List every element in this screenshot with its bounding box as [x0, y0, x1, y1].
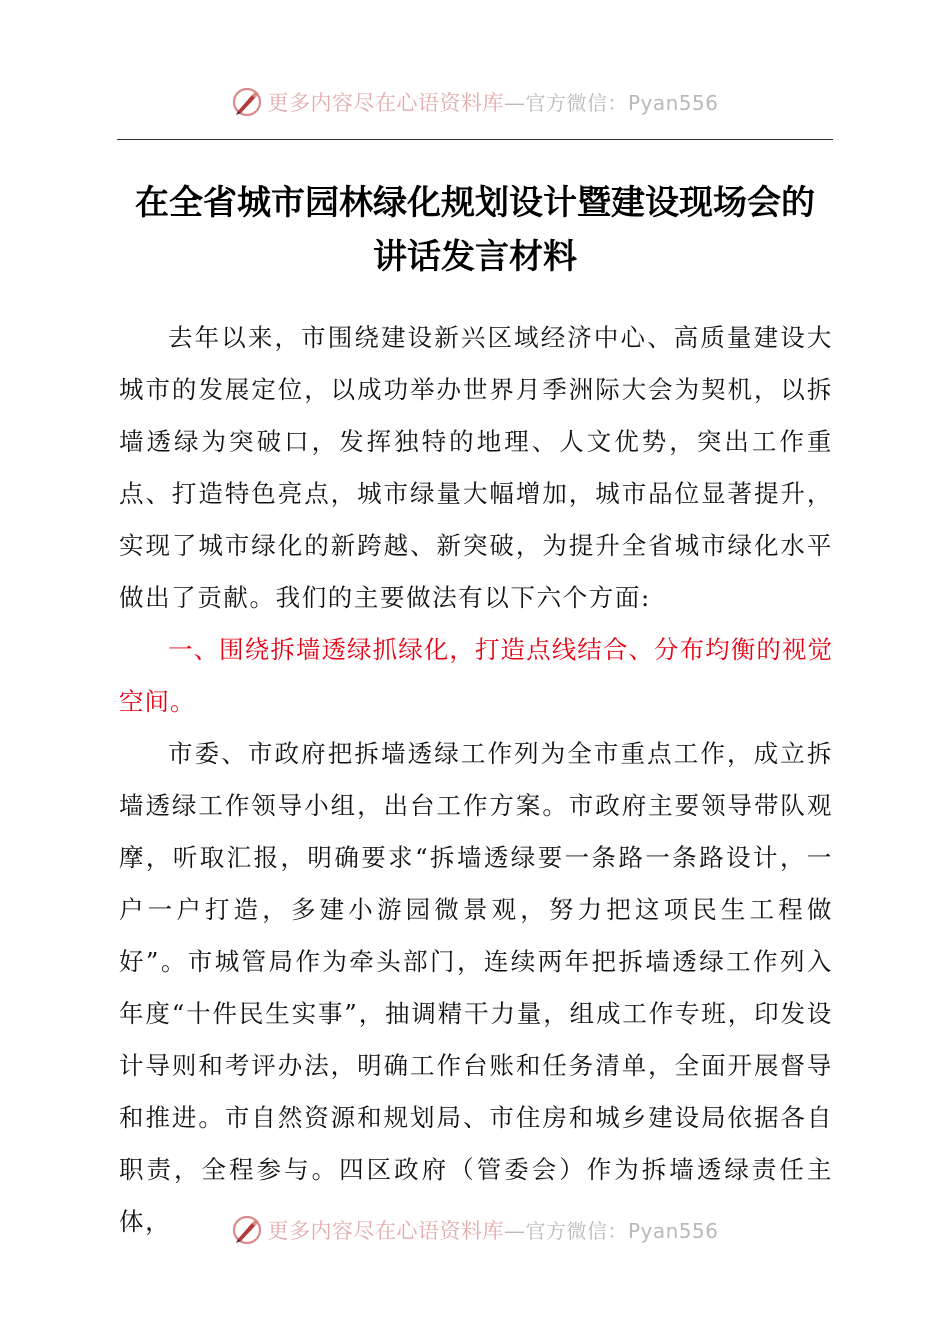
banner-separator: —	[503, 1219, 526, 1243]
banner-wechat: 官方微信：Pyan556	[525, 91, 719, 115]
document-title	[100, 176, 850, 284]
banner-wechat: 官方微信：Pyan556	[525, 1219, 719, 1243]
paragraph-section-1: 市委、市政府把拆墙透绿工作列为全市重点工作，成立拆墙透绿工作领导小组，出台工作方案。市政府主要领导带队观摩，听取汇报，明确要求“拆墙透绿要一条路一条路设计，一户一户打造，多建小游园微景观，努力把这项民生工程做好”。市城管局作为牵头部门，连续两年把拆墙透绿工作列入年度“十件民生实事”，抽调精干力量，组成工作专班，印发设计导则和考评办法，明确工作台账和任务清单，全面开展督导和推进。市自然资源和规划局、市住房和城乡建设局依据各自职责，全程参与。四区政府（管委会）作为拆墙透绿责任主体，	[119, 739, 833, 1236]
banner-text	[267, 1215, 718, 1245]
banner-brand: 更多内容尽在心语资料库	[267, 1219, 504, 1243]
document-body	[119, 312, 833, 1248]
pen-logo-icon	[231, 1214, 263, 1246]
pen-logo-icon	[231, 86, 263, 118]
section-heading-1: 一、围绕拆墙透绿抓绿化，打造点线结合、分布均衡的视觉空间。	[119, 635, 833, 716]
header-divider	[117, 139, 833, 140]
footer-banner	[0, 1210, 950, 1250]
title-line-1: 在全省城市园林绿化规划设计暨建设现场会的	[135, 183, 815, 223]
banner-text	[267, 87, 718, 117]
paragraph-intro: 去年以来，市围绕建设新兴区域经济中心、高质量建设大城市的发展定位，以成功举办世界月季洲际大会为契机，以拆墙透绿为突破口，发挥独特的地理、人文优势，突出工作重点、打造特色亮点，城市绿量大幅增加，城市品位显著提升，实现了城市绿化的新跨越、新突破，为提升全省城市绿化水平做出了贡献。我们的主要做法有以下六个方面:	[119, 323, 833, 612]
banner-brand: 更多内容尽在心语资料库	[267, 91, 504, 115]
title-line-2: 讲话发言材料	[373, 237, 577, 277]
header-banner	[0, 82, 950, 122]
banner-separator: —	[503, 91, 526, 115]
